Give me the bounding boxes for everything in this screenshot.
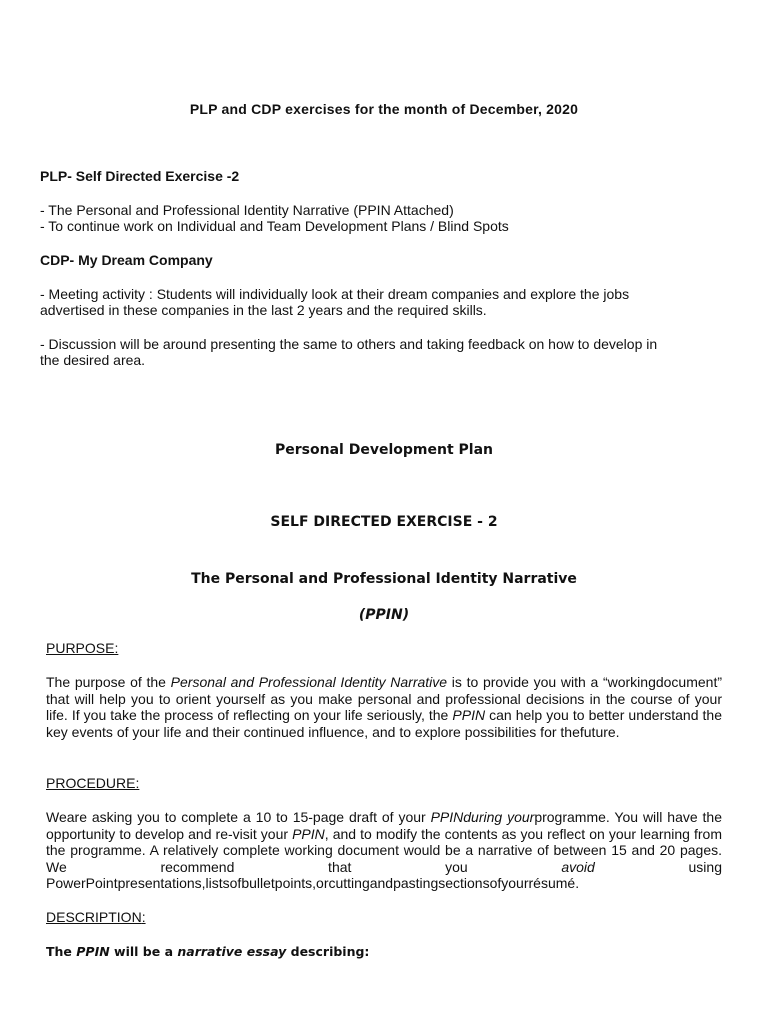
description-label-text: DESCRIPTION <box>46 909 142 925</box>
purpose-text: The purpose of the <box>46 674 171 690</box>
plp-list <box>40 202 724 234</box>
exercise-title: SELF DIRECTED EXERCISE - 2 <box>270 514 498 530</box>
ppin-title: (PPIN) <box>358 607 410 623</box>
purpose-paragraph <box>46 674 722 740</box>
purpose-italic-text: Personal and Professional Identity Narrative <box>170 674 448 690</box>
purpose-label-colon: : <box>114 640 119 656</box>
purpose-italic-text: PPIN <box>452 707 486 723</box>
description-label-colon: : <box>141 909 146 925</box>
procedure-italic-text: PPIN <box>292 825 325 842</box>
procedure-text: using <box>594 858 722 875</box>
plp-heading: PLP- Self Directed Exercise -2 <box>40 168 240 184</box>
purpose-label-text: PURPOSE <box>46 640 115 656</box>
page-title: PLP and CDP exercises for the month of December, 2020 <box>189 101 579 117</box>
description-text: describing: <box>286 944 370 959</box>
plp-item: - To continue work on Individual and Team Development Plans / Blind Spots <box>40 218 509 234</box>
purpose-label <box>46 640 118 656</box>
purpose-text: can help you to better understand the key events of your life and their continued influence, and to explore possibilities for thefuture. <box>46 707 722 740</box>
description-intro <box>46 944 369 959</box>
cdp-heading: CDP- My Dream Company <box>40 252 213 268</box>
cdp-paragraph-2-line-2: the desired area. <box>40 352 146 368</box>
procedure-italic-text: PPINduring your <box>430 809 535 825</box>
procedure-label <box>46 775 139 791</box>
procedure-text: programme. You will have the opportunity to develop and re-visit your <box>46 809 722 842</box>
description-text: will be a <box>109 944 178 959</box>
cdp-paragraph-2 <box>40 336 724 368</box>
cdp-paragraph-2-line-1: - Discussion will be around presenting the same to others and taking feedback on how to develop in <box>40 336 658 352</box>
cdp-paragraph-1-line-2: advertised in these companies in the last 2 years and the required skills. <box>40 302 487 318</box>
procedure-text: , and to modify the contents as you reflect on your learning from the programme. A relatively complete working document would be a narrative of between 15 and 20 pages. We recommend that you <box>46 825 722 875</box>
description-italic-text: PPIN <box>76 944 110 959</box>
purpose-text: is to provide you with a “workingdocument” that will help you to orient yourself as you make personal and professional decisions in the course of your life. If you take the process of reflecting on your life seriously, the <box>46 674 722 723</box>
procedure-label-colon: : <box>135 775 140 791</box>
cdp-paragraph-1-line-1: - Meeting activity : Students will individually look at their dream companies and explore the jobs <box>40 286 630 302</box>
procedure-label-text: PROCEDURE <box>46 775 136 791</box>
cdp-paragraph-1 <box>40 286 724 318</box>
plp-item: - The Personal and Professional Identity Narrative (PPIN Attached) <box>40 202 454 218</box>
procedure-text: Weare asking you to complete a 10 to 15-page draft of your <box>46 809 431 825</box>
description-text: The <box>46 944 77 959</box>
description-italic-text: narrative essay <box>177 944 287 959</box>
pdp-title: Personal Development Plan <box>275 442 493 458</box>
narrative-title: The Personal and Professional Identity Narrative <box>191 571 577 587</box>
description-label <box>46 909 146 925</box>
procedure-italic-text: avoid <box>561 858 595 875</box>
procedure-last-line: PowerPointpresentations,listsofbulletpoints,orcuttingandpastingsectionsofyourrésumé. <box>46 875 580 891</box>
procedure-paragraph <box>46 809 722 875</box>
